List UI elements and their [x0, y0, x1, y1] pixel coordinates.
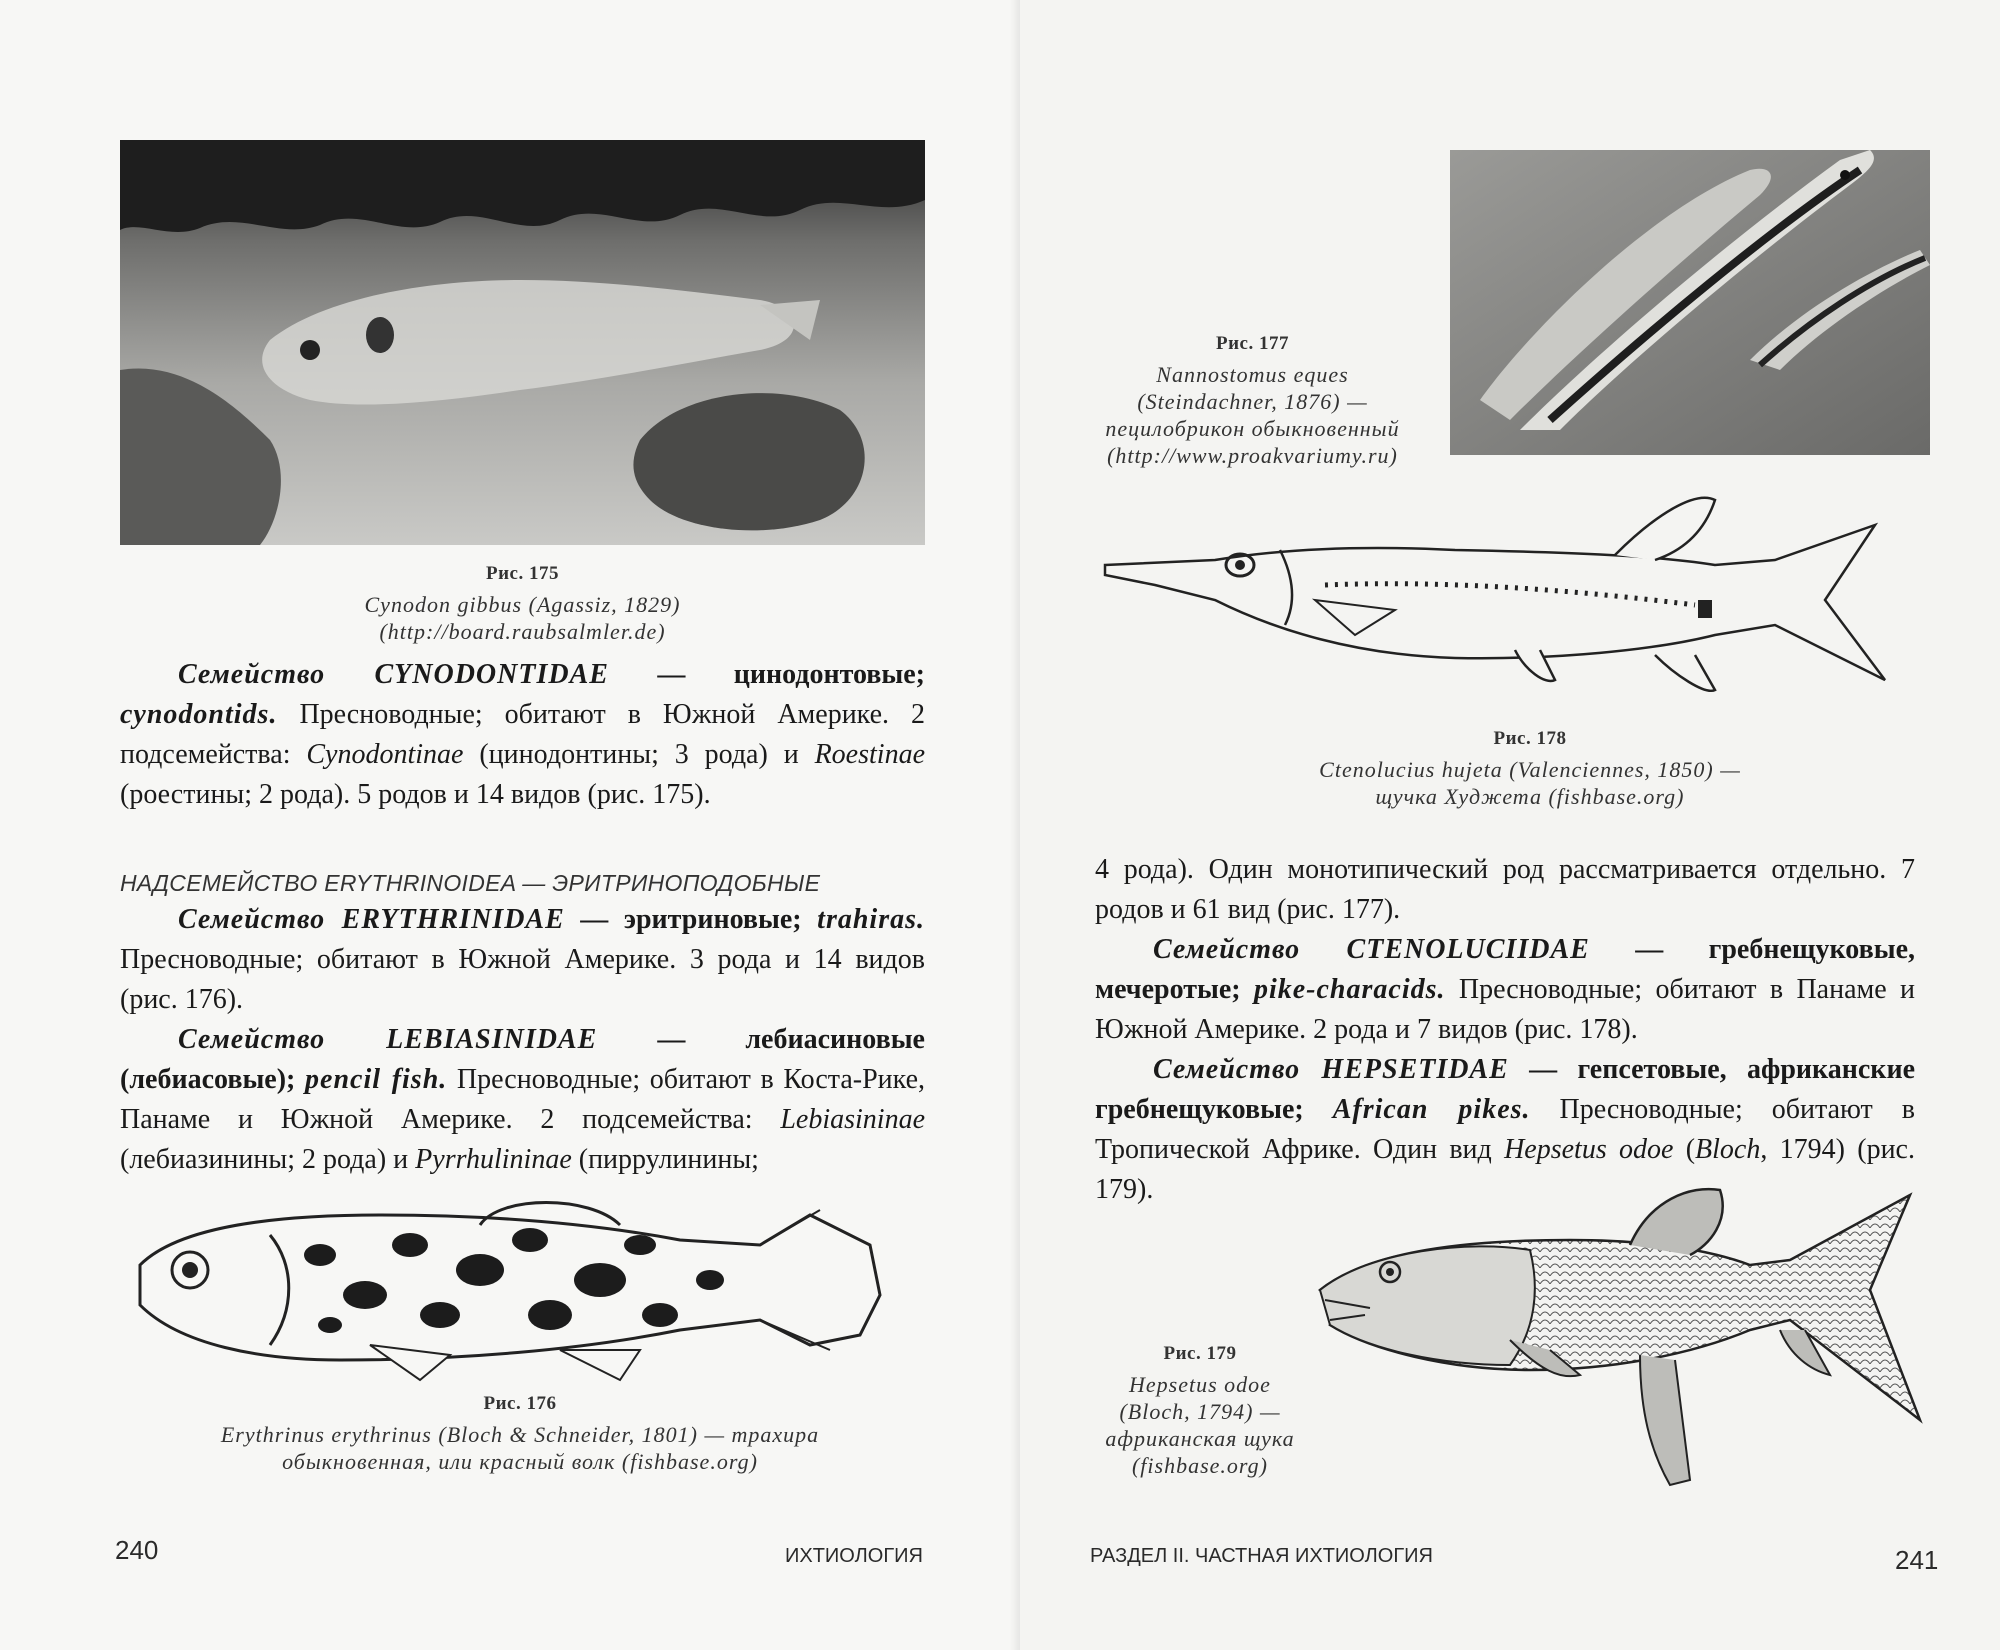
fig-175-caption — [120, 560, 925, 645]
fig-176-caption — [120, 1390, 920, 1475]
left-text-block-1 — [120, 655, 925, 815]
fig-177-photo — [1450, 150, 1930, 455]
right-page — [1020, 0, 2000, 1650]
fig-178-label: Рис. 178 — [1493, 728, 1567, 749]
fig-178-drawing — [1095, 490, 1915, 715]
page-number-right: 241 — [1895, 1545, 1939, 1575]
fig-179-label: Рис. 179 — [1163, 1343, 1237, 1364]
fig-176-label: Рис. 176 — [483, 1393, 557, 1414]
fig-179-drawing — [1310, 1180, 1930, 1490]
fig-175-text: Cynodon gibbus (Agassiz, 1829) (http://board.raubsalmler.de) — [364, 592, 681, 644]
fig-175-label: Рис. 175 — [486, 563, 559, 584]
fig-178-caption — [1170, 725, 1890, 810]
paragraph-continuation: 4 рода). Один монотипический род рассматривается отдельно. 7 родов и 61 вид (рис. 177). — [1095, 854, 1915, 925]
paragraph-ctenoluciidae: Семейство CTENOLUCIIDAE — гребнещуковые, мечеротые; pike-characids. Пресноводные; обитают в Панаме и Южной Америке. 2 рода и 7 видов (рис. 178). — [1095, 934, 1915, 1045]
right-text-block — [1095, 850, 1915, 1210]
left-text-block-2 — [120, 900, 925, 1180]
fig-178-text: Ctenolucius hujeta (Valenciennes, 1850) — щучка Худжета (fishbase.org) — [1319, 757, 1741, 809]
page-number-left: 240 — [115, 1535, 159, 1565]
fig-179-caption — [1080, 1340, 1320, 1479]
paragraph-erythrinidae: Семейство ERYTHRINIDAE — эритриновые; trahiras. Пресноводные; обитают в Южной Америке. 3 рода и 14 видов (рис. 176). — [120, 904, 925, 1015]
fig-177-label: Рис. 177 — [1216, 333, 1289, 354]
paragraph-lebiasinidae: Семейство LEBIASINIDAE — лебиасиновые (лебиасовые); pencil fish. Пресноводные; обитают в Коста-Рике, Панаме и Южной Америке. 2 подсемейства: Lebiasininae (лебиазинины; 2 рода) и Pyrrhulininae (пиррулинины; — [120, 1024, 925, 1175]
fig-176-text: Erythrinus erythrinus (Bloch & Schneider, 1801) — трахира обыкновенная, или красный волк (fishbase.org) — [220, 1422, 820, 1474]
fig-177-caption — [1060, 330, 1445, 469]
fig-177-text: Nannostomus eques (Steindachner, 1876) — пецилобрикон обыкновенный (http://www.proakvariumy.ru) — [1105, 362, 1400, 468]
fig-176-drawing — [120, 1185, 920, 1385]
running-head-right: РАЗДЕЛ II. ЧАСТНАЯ ИХТИОЛОГИЯ — [1090, 1545, 1433, 1567]
fig-175-photo — [120, 140, 925, 545]
superfamily-heading: НАДСЕМЕЙСТВО ERYTHRINOIDEA — ЭРИТРИНОПОДОБНЫЕ — [120, 870, 821, 896]
running-head-left: ИХТИОЛОГИЯ — [785, 1545, 923, 1567]
paragraph-hepsetidae: Семейство HEPSETIDAE — гепсетовые, африканские гребнещуковые; African pikes. Пресноводные; обитают в Тропической Африке. Один вид Hepsetus odoe (Bloch, 1794) (рис. 179). — [1095, 1054, 1916, 1205]
fig-179-text: Hepsetus odoe (Bloch, 1794) — африканская щука (fishbase.org) — [1105, 1372, 1295, 1478]
paragraph-cynodontidae: Семейство CYNODONTIDAE — цинодонтовые; cynodontids. Пресноводные; обитают в Южной Америке. 2 подсемейства: Cynodontinae (цинодонтины; 3 рода) и Roestinae (роестины; 2 рода). 5 родов и 14 видов (рис. 175). — [120, 659, 925, 810]
